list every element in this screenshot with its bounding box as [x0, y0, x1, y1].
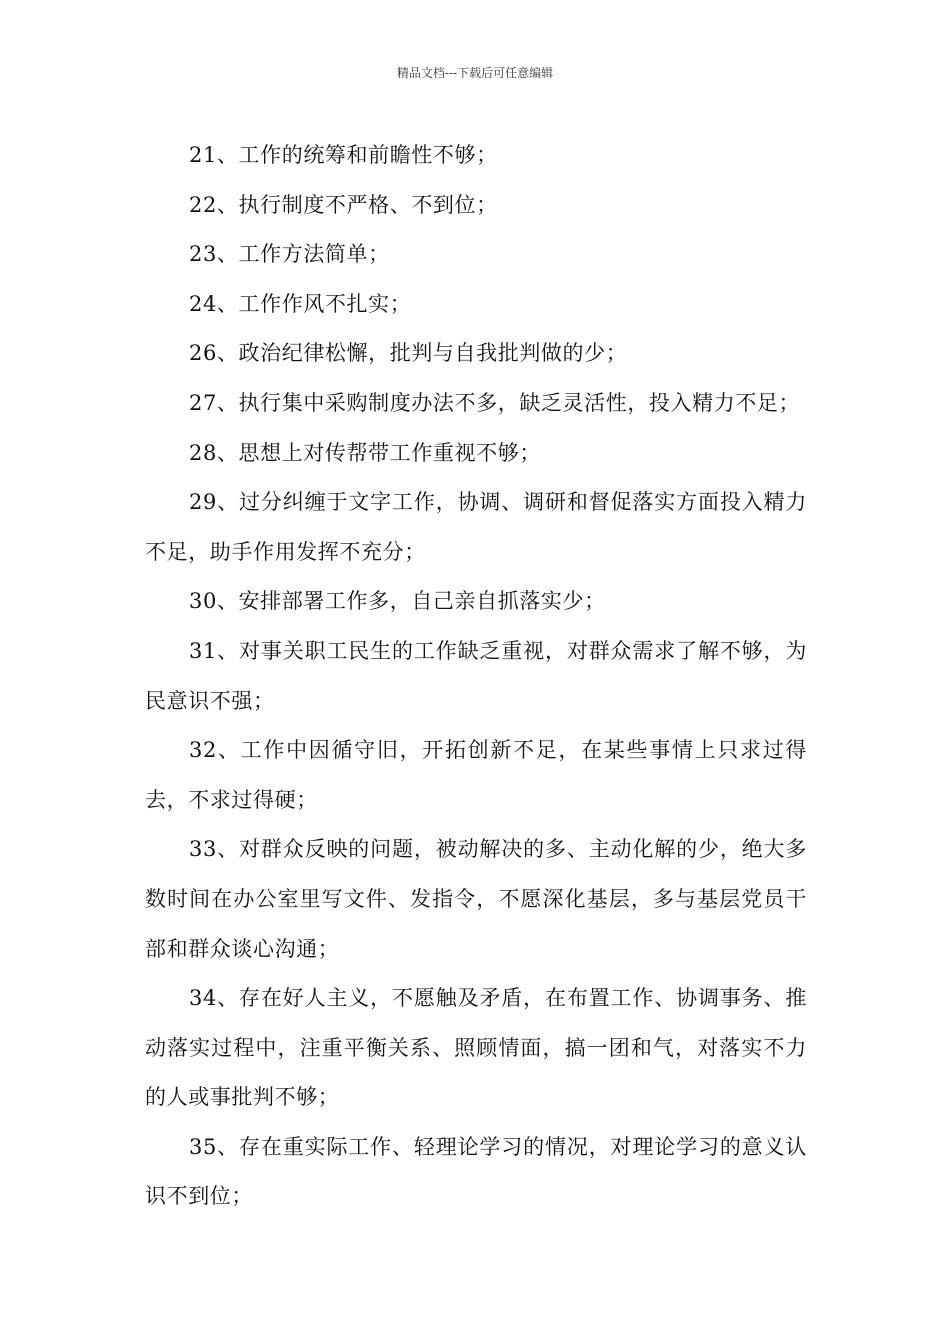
list-item: 21、工作的统筹和前瞻性不够； [189, 143, 498, 167]
list-item: 26、政治纪律松懈，批判与自我批判做的少； [189, 341, 628, 366]
list-item: 32、工作中因循守旧，开拓创新不足，在某些事情上只求过得去，不求过得硬； [145, 738, 807, 812]
list-item: 31、对事关职工民生的工作缺乏重视，对群众需求了解不够，为民意识不强； [145, 638, 807, 713]
list-item: 28、思想上对传帮带工作重视不够； [189, 440, 541, 465]
list-item: 24、工作作风不扎实； [189, 291, 412, 316]
list-item: 30、安排部署工作多，自己亲自抓落实少； [189, 589, 606, 614]
list-item: 29、过分纠缠于文字工作，协调、调研和督促落实方面投入精力不足，助手作用发挥不充分； [145, 490, 807, 564]
list-item: 35、存在重实际工作、轻理论学习的情况，对理论学习的意义认识不到位； [145, 1134, 807, 1209]
page-header: 精品文档---下载后可任意编辑 [396, 66, 554, 80]
list-item: 22、执行制度不严格、不到位； [189, 192, 498, 217]
list-item: 23、工作方法简单； [189, 242, 390, 267]
list-item: 27、执行集中采购制度办法不多，缺乏灵活性，投入精力不足； [189, 390, 801, 415]
list-item: 33、对群众反映的问题，被动解决的多、主动化解的少，绝大多数时间在办公室里写文件、发指令，不愿深化基层，多与基层党员干部和群众谈心沟通； [145, 837, 807, 961]
document-body [145, 131, 807, 1222]
list-item: 34、存在好人主义，不愿触及矛盾，在布置工作、协调事务、推动落实过程中，注重平衡关系、照顾情面，搞一团和气，对落实不力的人或事批判不够； [145, 986, 807, 1110]
